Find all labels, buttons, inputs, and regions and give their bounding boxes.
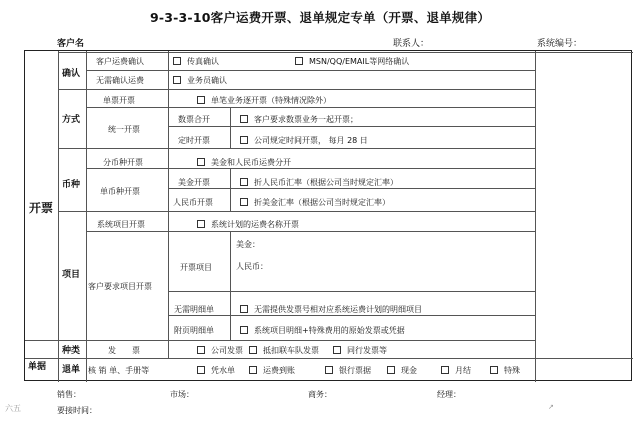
company-invoice-option[interactable]: 公司发票	[197, 346, 243, 356]
bank-bill-option[interactable]: 银行票据	[325, 366, 371, 376]
checkbox-icon	[197, 96, 205, 104]
system-item-label: 系统项目开票	[97, 220, 145, 229]
checkbox-icon	[441, 366, 449, 374]
checkbox-icon	[240, 115, 248, 123]
checkbox-icon	[249, 366, 257, 374]
checkbox-icon	[240, 178, 248, 186]
invoice-kind-label: 发 票	[108, 346, 140, 355]
single-invoice-option[interactable]: 单笔业务逐开票（特殊情况除外）	[197, 96, 331, 106]
contact-label: 联系人：	[393, 39, 430, 49]
checkbox-icon	[197, 158, 205, 166]
market-signature-label: 市场：	[170, 390, 194, 399]
no-detail-option[interactable]: 无需提供发票号相对应系统运费计划的明细项目	[240, 305, 422, 315]
usd-invoice-label: 美金开票	[178, 178, 210, 187]
checkbox-icon	[240, 326, 248, 334]
checkbox-icon	[249, 346, 257, 354]
system-number-label: 系统编号：	[537, 39, 583, 49]
cash-option[interactable]: 现金	[387, 366, 417, 376]
watermark-logo: 六五	[5, 404, 21, 413]
customer-name-label: 客户名	[57, 39, 85, 49]
fleet-invoice-option[interactable]: 抵扣联车队发票	[249, 346, 319, 356]
watermark-arrow-icon: ↗	[548, 403, 554, 411]
usd-amount-label: 美金：	[236, 240, 260, 249]
sales-signature-label: 销售：	[57, 390, 81, 399]
checkbox-icon	[197, 220, 205, 228]
fax-confirm-option[interactable]: 传真确认	[173, 57, 219, 67]
item-category: 项目	[62, 270, 81, 280]
split-currency-option[interactable]: 美金和人民币运费分开	[197, 158, 291, 168]
split-currency-label: 分币种开票	[103, 158, 143, 167]
checkbox-icon	[295, 57, 303, 65]
currency-category: 币种	[62, 180, 81, 190]
special-option[interactable]: 特殊	[490, 366, 520, 376]
attach-detail-label: 附页明细单	[174, 326, 214, 335]
checkbox-icon	[240, 136, 248, 144]
water-bill-option[interactable]: 凭水单	[197, 366, 235, 376]
network-confirm-option[interactable]: MSN/QQ/EMAIL等网络确认	[295, 57, 409, 67]
kind-category: 种类	[62, 346, 81, 356]
rmb-invoice-option[interactable]: 折美金汇率（根据公司当时规定汇率）	[240, 198, 390, 208]
salesman-confirm-option[interactable]: 业务员确认	[173, 76, 227, 86]
checkbox-icon	[490, 366, 498, 374]
checkbox-icon	[173, 76, 181, 84]
system-item-option[interactable]: 系统计划的运费名称开票	[197, 220, 299, 230]
checkbox-icon	[197, 346, 205, 354]
receive-time-label: 要接时间：	[57, 406, 97, 415]
single-invoice-label: 单票开票	[103, 96, 135, 105]
peer-invoice-option[interactable]: 同行发票等	[333, 346, 387, 356]
method-category: 方式	[62, 115, 81, 125]
invoice-section-label: 开票	[29, 201, 54, 215]
timed-invoice-label: 定时开票	[178, 136, 210, 145]
checkbox-icon	[325, 366, 333, 374]
no-detail-label: 无需明细单	[174, 305, 214, 314]
business-signature-label: 商务：	[308, 390, 332, 399]
merge-invoice-label: 数票合开	[178, 115, 210, 124]
refund-category: 退单	[62, 365, 81, 375]
confirm-category: 确认	[62, 69, 81, 79]
refund-section-label: 单据	[28, 362, 47, 372]
checkbox-icon	[240, 305, 248, 313]
manager-signature-label: 经理：	[437, 390, 461, 399]
customer-item-label: 客户要求项目开票	[88, 282, 152, 291]
unified-invoice-label: 统一开票	[108, 125, 140, 134]
rmb-amount-label: 人民币：	[236, 262, 268, 271]
checkbox-icon	[240, 198, 248, 206]
timed-invoice-option[interactable]: 公司规定时间开票， 每月 28 日	[240, 136, 368, 146]
freight-confirm-label: 客户运费确认	[96, 57, 144, 66]
usd-invoice-option[interactable]: 折人民币汇率（根据公司当时规定汇率）	[240, 178, 398, 188]
checkbox-icon	[333, 346, 341, 354]
no-confirm-label: 无需确认运费	[96, 76, 144, 85]
checkbox-icon	[173, 57, 181, 65]
rmb-invoice-label: 人民币开票	[173, 198, 213, 207]
single-currency-label: 单币种开票	[100, 187, 140, 196]
checkbox-icon	[197, 366, 205, 374]
freight-received-option[interactable]: 运费到账	[249, 366, 295, 376]
page-title: 9-3-3-10客户运费开票、退单规定专单（开票、退单规律）	[149, 10, 491, 25]
merge-invoice-option[interactable]: 客户要求数票业务一起开票；	[240, 115, 358, 125]
attach-detail-option[interactable]: 系统项目明细+特殊费用的原始发票或凭据	[240, 326, 405, 336]
checkbox-icon	[387, 366, 395, 374]
invoice-item-label: 开票项目	[180, 263, 212, 272]
monthly-option[interactable]: 月结	[441, 366, 471, 376]
refund-docs-label: 核 销 单、手册等	[88, 366, 150, 375]
